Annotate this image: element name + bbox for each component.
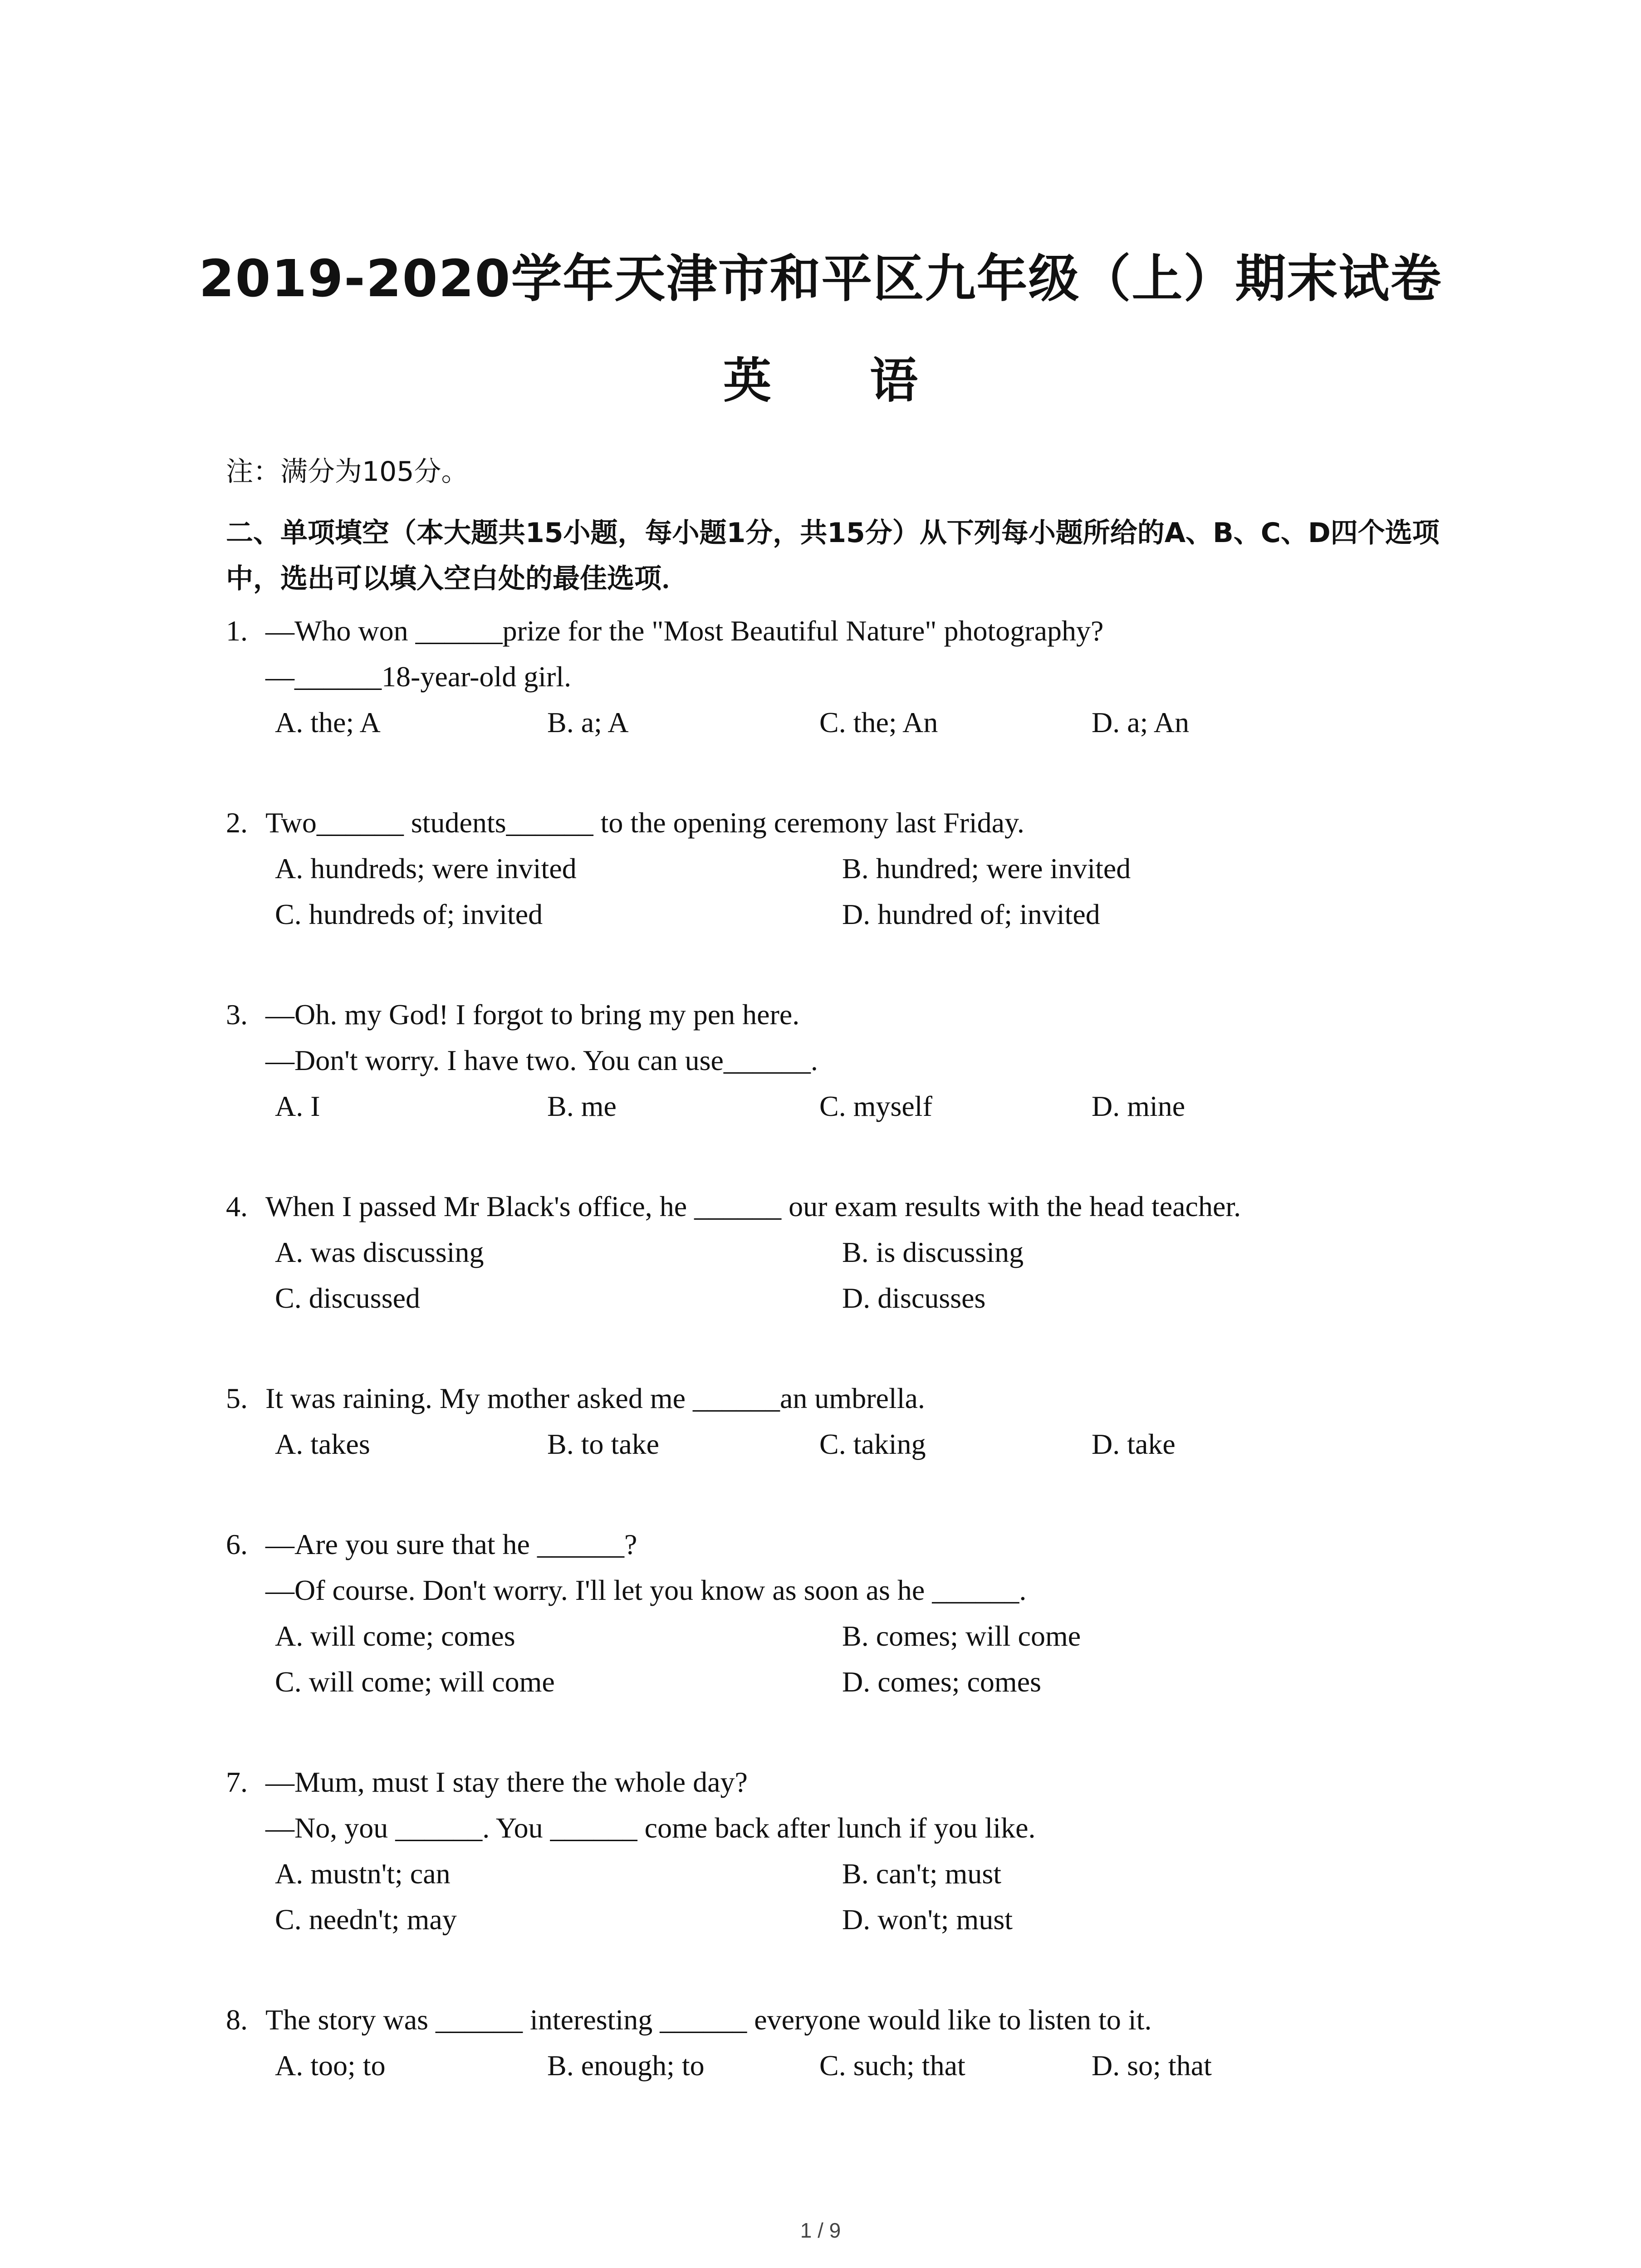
answer-option: B. hundred; were invited [842,852,1131,885]
answer-options [226,2043,1451,2088]
question-item [226,800,1451,937]
question-stem-line [226,1521,1451,1567]
question-stem-line [226,1037,1451,1083]
question-number: 1. [226,615,248,647]
answer-options [226,1613,1451,1705]
question-stem-line [226,800,1451,846]
answer-options [226,846,1451,937]
answer-option: B. can't; must [842,1857,1002,1890]
question-stem-text: —Don't worry. I have two. You can use______. [265,1044,818,1076]
answer-option: D. a; An [1092,706,1190,738]
question-stem-line [226,992,1451,1037]
section-heading: 二、单项填空（本大题共15小题，每小题1分，共15分）从下列每小题所给的A、B、C、D四个选项中，选出可以填入空白处的最佳选项． [226,517,1440,595]
question-stem-text: —Of course. Don't worry. I'll let you know as soon as he ______. [265,1574,1027,1606]
question-item [226,1183,1451,1321]
answer-options [226,1421,1451,1467]
answer-option: D. so; that [1092,2049,1212,2082]
question-stem-line [226,608,1451,654]
question-number: 2. [226,807,248,839]
question-number: 6. [226,1528,248,1560]
answer-option: A. will come; comes [275,1620,515,1652]
question-stem-line [226,1759,1451,1805]
answer-option: B. is discussing [842,1236,1024,1268]
answer-option: C. hundreds of; invited [275,898,543,930]
answer-option: D. comes; comes [842,1666,1041,1698]
answer-option: A. the; A [275,706,381,738]
answer-option: B. enough; to [547,2049,705,2082]
page-number: 1 / 9 [800,2219,841,2242]
answer-option: D. discusses [842,1282,986,1314]
answer-options [226,1083,1451,1129]
question-stem-text: It was raining. My mother asked me ______an umbrella. [265,1382,925,1414]
answer-option: C. the; An [819,706,938,738]
question-stem-line [226,1997,1451,2043]
question-stem-line [226,1805,1451,1851]
question-number [226,654,265,699]
answer-option: A. was discussing [275,1236,484,1268]
question-item [226,992,1451,1129]
answer-option: A. too; to [275,2049,386,2082]
question-number [226,1567,265,1613]
answer-option: A. takes [275,1428,370,1460]
answer-options [226,699,1451,745]
question-number [226,1805,265,1851]
question-number: 5. [226,1382,248,1414]
question-stem-line [226,654,1451,699]
question-item [226,1997,1451,2088]
question-number: 3. [226,998,248,1031]
answer-options [226,1229,1451,1321]
question-stem-line [226,1183,1451,1229]
question-stem-text: —Oh. my God! I forgot to bring my pen here. [265,998,800,1031]
answer-option: D. take [1092,1428,1176,1460]
question-item [226,1759,1451,1942]
question-number [226,1037,265,1083]
question-stem-text: —______18-year-old girl. [265,660,572,693]
question-stem-text: —Mum, must I stay there the whole day? [265,1766,748,1798]
answer-option: B. comes; will come [842,1620,1081,1652]
answer-option: C. needn't; may [275,1903,457,1936]
answer-options [226,1851,1451,1942]
question-number: 8. [226,2004,248,2036]
answer-option: C. will come; will come [275,1666,555,1698]
answer-option: A. I [275,1090,320,1122]
answer-option: D. mine [1092,1090,1185,1122]
answer-option: B. a; A [547,706,629,738]
question-stem-text: —No, you ______. You ______ come back after lunch if you like. [265,1812,1036,1844]
answer-option: B. me [547,1090,617,1122]
question-stem-text: The story was ______ interesting ______ everyone would like to listen to it. [265,2004,1152,2036]
question-number: 7. [226,1766,248,1798]
answer-option: C. myself [819,1090,932,1122]
question-stem-text: —Are you sure that he ______? [265,1528,637,1560]
question-item [226,608,1451,745]
page-title: 2019-2020学年天津市和平区九年级（上）期末试卷 [199,249,1442,308]
answer-option: B. to take [547,1428,660,1460]
question-item [226,1375,1451,1467]
question-stem-text: —Who won ______prize for the "Most Beautiful Nature" photography? [265,615,1104,647]
answer-option: C. such; that [819,2049,965,2082]
question-stem-text: When I passed Mr Black's office, he ______ our exam results with the head teacher. [265,1190,1241,1222]
subject-title: 英 语 [723,353,959,409]
question-item [226,1521,1451,1705]
question-number: 4. [226,1190,248,1222]
question-stem-text: Two______ students______ to the opening ceremony last Friday. [265,807,1024,839]
question-list [226,608,1451,2088]
answer-option: A. mustn't; can [275,1857,451,1890]
answer-option: A. hundreds; were invited [275,852,577,885]
answer-option: C. taking [819,1428,926,1460]
score-note: 注：满分为105分。 [226,456,469,488]
question-stem-line [226,1375,1451,1421]
answer-option: C. discussed [275,1282,420,1314]
answer-option: D. hundred of; invited [842,898,1100,930]
answer-option: D. won't; must [842,1903,1013,1936]
question-stem-line [226,1567,1451,1613]
